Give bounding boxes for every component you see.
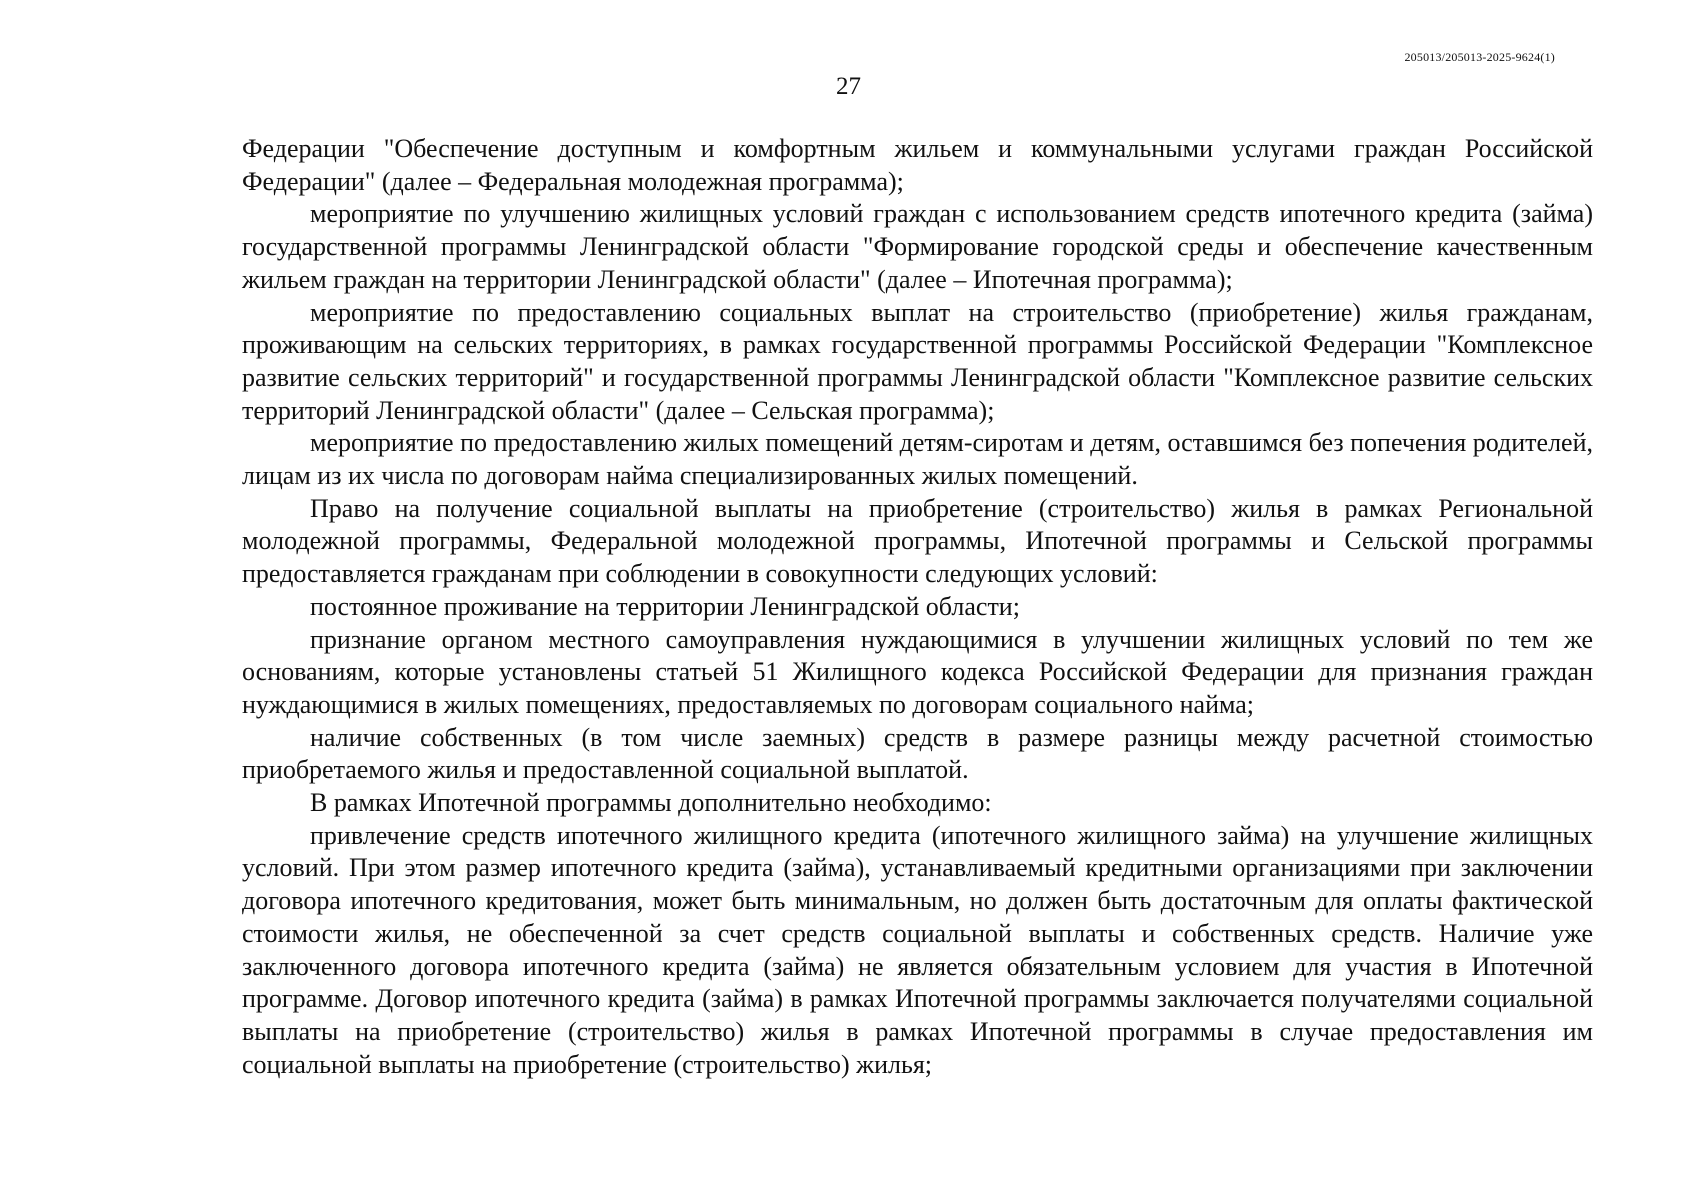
paragraph: Федерации "Обеспечение доступным и комфортным жильем и коммунальными услугами граждан Российской Федерации" (далее – Федеральная молодежная программа);: [242, 134, 1593, 196]
paragraph: В рамках Ипотечной программы дополнительно необходимо:: [310, 788, 992, 818]
paragraph: постоянное проживание на территории Ленинградской области;: [310, 591, 1020, 621]
paragraph: Право на получение социальной выплаты на приобретение (строительство) жилья в рамках Региональной молодежной программы, Федеральной молодежной программы, Ипотечной программы и Сельской программы предоставляется гражданам при соблюдении в совокупности следующих условий:: [242, 493, 1593, 589]
paragraph: мероприятие по предоставлению жилых помещений детям-сиротам и детям, оставшимся без попечения родителей, лицам из их числа по договорам найма специализированных жилых помещений.: [242, 428, 1593, 491]
paragraph: привлечение средств ипотечного жилищного кредита (ипотечного жилищного займа) на улучшение жилищных условий. При этом размер ипотечного кредита (займа), устанавливаемый кредитными организациями при заключении договора ипотечного кредитования, может быть минимальным, но должен быть достаточным для оплаты фактической стоимости жилья, не обеспеченной за счет средств социальной выплаты и собственных средств. Наличие уже заключенного договора ипотечного кредита (займа) не является обязательным условием для участия в Ипотечной программе. Договор ипотечного кредита (займа) в рамках Ипотечной программы заключается получателями социальной выплаты на приобретение (строительство) жилья в рамках Ипотечной программы в случае предоставления им социальной выплаты на приобретение (строительство) жилья;: [242, 820, 1593, 1079]
paragraph: признание органом местного самоуправления нуждающимися в улучшении жилищных условий по тем же основаниям, которые установлены статьей 51 Жилищного кодекса Российской Федерации для признания граждан нуждающимися в жилых помещениях, предоставляемых по договорам социального найма;: [242, 624, 1593, 719]
paragraph: мероприятие по предоставлению социальных выплат на строительство (приобретение) жилья гражданам, проживающим на сельских территориях, в рамках государственной программы Российской Федерации "Комплексное развитие сельских территорий" и государственной программы Ленинградской области "Комплексное развитие сельских территорий Ленинградской области" (далее – Сельская программа);: [242, 297, 1593, 425]
page-number: 27: [836, 73, 861, 100]
paragraph: наличие собственных (в том числе заемных) средств в размере разницы между расчетной стоимостью приобретаемого жилья и предоставленной социальной выплатой.: [242, 722, 1593, 785]
document-body: [242, 133, 1593, 1081]
paragraph: мероприятие по улучшению жилищных условий граждан с использованием средств ипотечного кредита (займа) государственной программы Ленинградской области "Формирование городской среды и обеспечение качественным жильем граждан на территории Ленинградской области" (далее – Ипотечная программа);: [242, 199, 1593, 294]
document-registration-number: 205013/205013-2025-9624(1): [1404, 50, 1555, 64]
